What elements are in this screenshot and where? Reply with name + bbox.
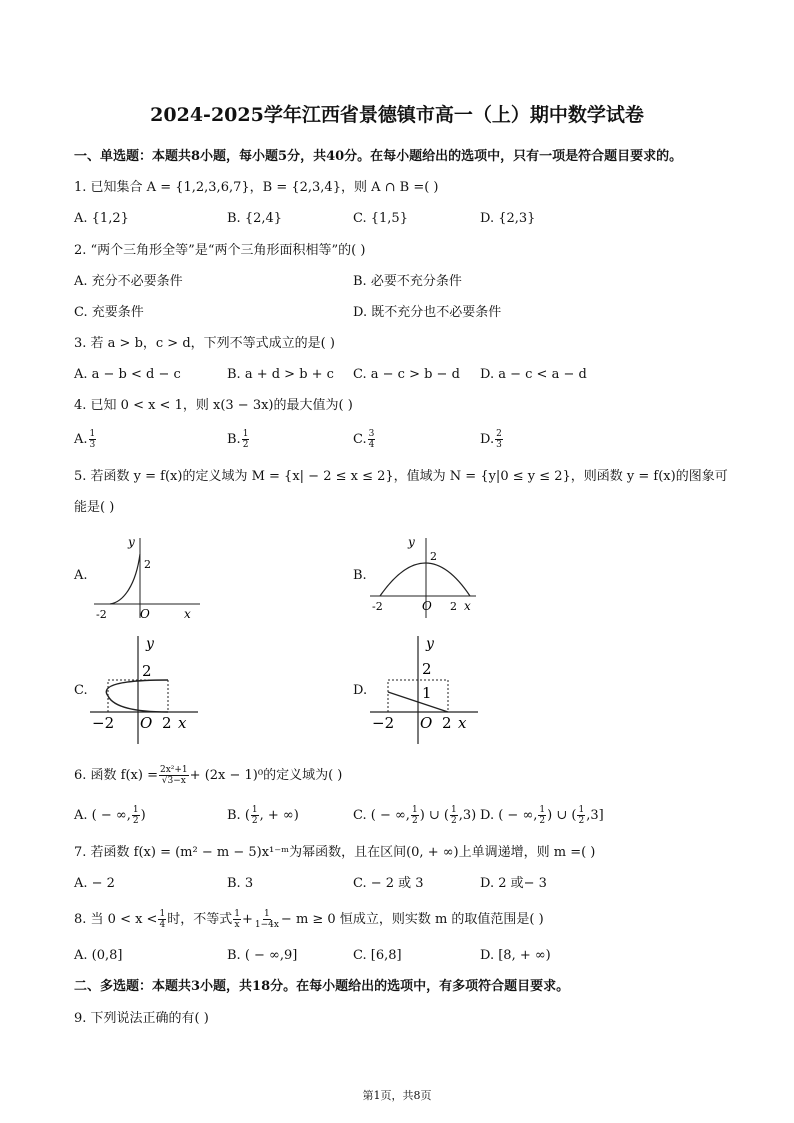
q8-option-d: D. [8, + ∞) bbox=[480, 948, 551, 963]
q8-option-c: C. [6,8] bbox=[353, 948, 402, 963]
graph-a bbox=[88, 532, 208, 622]
q4-option-b: B. $\frac{1}{2}$ bbox=[227, 429, 249, 450]
q7-option-c: C. − 2 或 3 bbox=[353, 876, 424, 891]
curve bbox=[110, 554, 140, 604]
origin-label: O bbox=[140, 607, 150, 621]
q5-option-d-label: D. bbox=[353, 683, 368, 698]
q6-option-b: B. ( $\frac{1}{2}$ , + ∞) bbox=[227, 805, 299, 826]
q1-option-b: B. {2,4} bbox=[227, 211, 283, 226]
q2-option-b: B. 必要不充分条件 bbox=[353, 274, 462, 289]
x-label: x bbox=[184, 607, 191, 621]
graph-d bbox=[366, 632, 486, 748]
q6-option-c: C. ( − ∞, $\frac{1}{2}$ ) ∪ ( $\frac{1}{2}$ ,3) bbox=[353, 805, 477, 826]
fraction: $\frac{1}{2}$ bbox=[411, 805, 418, 826]
y-label: y bbox=[408, 535, 415, 549]
q2-option-c: C. 充要条件 bbox=[74, 305, 144, 320]
q3-option-b: B. a + d > b + c bbox=[227, 367, 334, 382]
graph-c bbox=[86, 632, 206, 748]
page-footer: 第1页，共8页 bbox=[362, 1089, 432, 1102]
label-1: 1 bbox=[422, 684, 432, 702]
q5-option-c-label: C. bbox=[74, 683, 88, 698]
question-7-stem: 7. 若函数 f(x) = (m² − m − 5)x¹⁻ᵐ为幂函数，且在区间(0, + ∞)上单调递增，则 m =( ) bbox=[74, 845, 596, 860]
label-neg2: -2 bbox=[96, 608, 107, 621]
x-label: x bbox=[464, 599, 471, 613]
section-single-choice-heading: 一、单选题：本题共8小题，每小题5分，共40分。在每小题给出的选项中，只有一项是符合题目要求的。 bbox=[74, 149, 683, 164]
origin-label: O bbox=[422, 599, 432, 613]
y-label: y bbox=[426, 636, 434, 652]
q8-option-a: A. (0,8] bbox=[74, 948, 123, 963]
q7-option-d: D. 2 或− 3 bbox=[480, 876, 547, 891]
q3-option-c: C. a − c > b − d bbox=[353, 367, 460, 382]
q2-option-d: D. 既不充分也不必要条件 bbox=[353, 305, 502, 320]
q2-option-a: A. 充分不必要条件 bbox=[74, 274, 183, 289]
q8-option-b: B. ( − ∞,9] bbox=[227, 948, 298, 963]
q7-option-b: B. 3 bbox=[227, 876, 254, 891]
q4-option-c: C. $\frac{3}{4}$ bbox=[353, 429, 375, 450]
q6-option-d: D. ( − ∞, $\frac{1}{2}$ ) ∪ ( $\frac{1}{2}$ ,3] bbox=[480, 805, 604, 826]
question-6-stem: 6. 函数 f(x) = $\frac{\text{2x²+1}}{√3-x}$ + (2x − 1)⁰的定义域为( ) bbox=[74, 765, 343, 786]
question-2-stem: 2. “两个三角形全等”是“两个三角形面积相等”的( ) bbox=[74, 243, 366, 258]
q1-option-d: D. {2,3} bbox=[480, 211, 536, 226]
page-title: 2024-2025学年江西省景德镇市高一（上）期中数学试卷 bbox=[150, 104, 644, 126]
q3-option-a: A. a − b < d − c bbox=[74, 367, 181, 382]
q6-option-a: A. ( − ∞, $\frac{1}{2}$ ) bbox=[74, 805, 146, 826]
q1-option-c: C. {1,5} bbox=[353, 211, 408, 226]
label-2-x: 2 bbox=[450, 600, 457, 613]
label-2-x: 2 bbox=[162, 714, 172, 732]
q5-option-b-label: B. bbox=[353, 568, 367, 583]
q5-option-a-label: A. bbox=[74, 568, 88, 583]
label-2: 2 bbox=[144, 558, 151, 571]
fraction: $\frac{1}{1-4x}$ bbox=[254, 909, 279, 930]
origin-label: O bbox=[140, 714, 153, 732]
label-2: 2 bbox=[142, 662, 152, 680]
question-5-stem-line2: 能是( ) bbox=[74, 500, 115, 515]
y-label: y bbox=[128, 535, 135, 549]
fraction: $\frac{\text{2x²+1}}{√3-x}$ bbox=[159, 765, 188, 786]
q7-option-a: A. − 2 bbox=[74, 876, 115, 891]
fraction: $\frac{1}{2}$ bbox=[578, 805, 585, 826]
q3-option-d: D. a − c < a − d bbox=[480, 367, 587, 382]
section-multi-choice-heading: 二、多选题：本题共3小题，共18分。在每小题给出的选项中，有多项符合题目要求。 bbox=[74, 979, 570, 994]
label-neg2: −2 bbox=[372, 714, 395, 732]
y-label: y bbox=[146, 636, 154, 652]
fraction: $\frac{2}{3}$ bbox=[496, 429, 502, 450]
fraction: $\frac{3}{4}$ bbox=[368, 429, 375, 450]
curve bbox=[106, 680, 168, 712]
label-neg2: −2 bbox=[92, 714, 115, 732]
label-2: 2 bbox=[430, 550, 437, 563]
label-2-x: 2 bbox=[442, 714, 452, 732]
question-8-stem: 8. 当 0 < x < $\frac{1}{4}$ 时，不等式 $\frac{1}{x}$ + $\frac{1}{1-4x}$ − m ≥ 0 恒成立，则实数 m 的取值范围是( ) bbox=[74, 909, 544, 930]
q4-option-d: D. $\frac{2}{3}$ bbox=[480, 429, 502, 450]
label-neg2: -2 bbox=[372, 600, 383, 613]
fraction: $\frac{1}{2}$ bbox=[539, 805, 546, 826]
question-4-stem: 4. 已知 0 < x < 1，则 x(3 − 3x)的最大值为( ) bbox=[74, 398, 353, 413]
question-1-stem: 1. 已知集合 A = {1,2,3,6,7}，B = {2,3,4}，则 A ∩ B =( ) bbox=[74, 180, 439, 195]
fraction: $\frac{1}{4}$ bbox=[159, 909, 166, 930]
fraction: $\frac{1}{x}$ bbox=[234, 909, 240, 930]
fraction: $\frac{1}{3}$ bbox=[89, 429, 96, 450]
fraction: $\frac{1}{2}$ bbox=[251, 805, 258, 826]
question-3-stem: 3. 若 a > b，c > d，下列不等式成立的是( ) bbox=[74, 336, 335, 351]
fraction: $\frac{1}{2}$ bbox=[132, 805, 139, 826]
question-5-stem-line1: 5. 若函数 y = f(x)的定义域为 M = {x| − 2 ≤ x ≤ 2}，值域为 N = {y|0 ≤ y ≤ 2}，则函数 y = f(x)的图象可 bbox=[74, 469, 728, 484]
x-label: x bbox=[458, 714, 467, 732]
q4-option-a: A. $\frac{1}{3}$ bbox=[74, 429, 96, 450]
fraction: $\frac{1}{2}$ bbox=[451, 805, 457, 826]
fraction: $\frac{1}{2}$ bbox=[242, 429, 249, 450]
x-label: x bbox=[178, 714, 187, 732]
question-9-stem: 9. 下列说法正确的有( ) bbox=[74, 1011, 209, 1026]
label-2: 2 bbox=[422, 660, 432, 678]
curve bbox=[380, 563, 470, 596]
q1-option-a: A. {1,2} bbox=[74, 211, 129, 226]
graph-b bbox=[366, 532, 486, 622]
origin-label: O bbox=[420, 714, 433, 732]
